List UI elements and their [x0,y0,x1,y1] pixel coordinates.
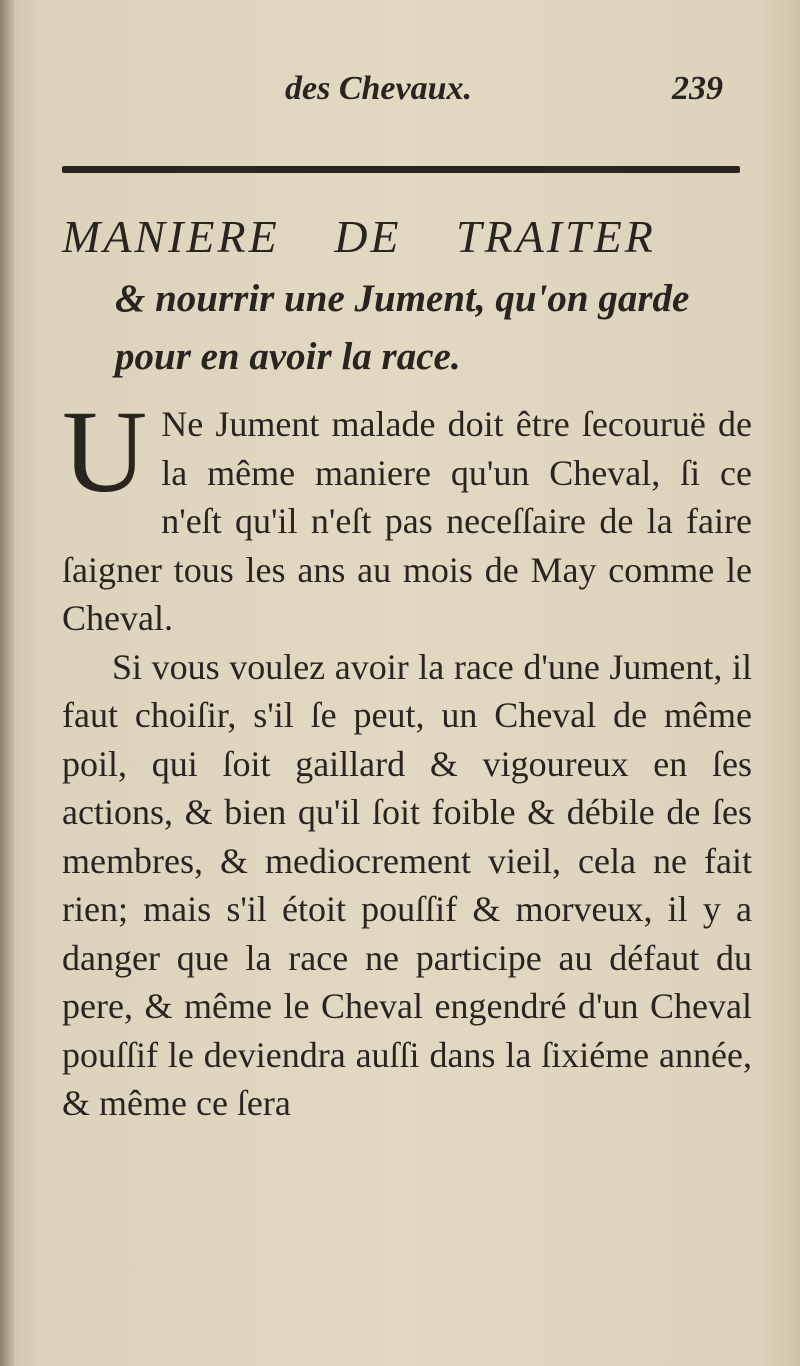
page-gutter [0,0,14,1366]
body-text [62,386,752,1128]
paragraph-1-text: Ne Jument malade doit être ſecouruë de la même maniere qu'un Cheval, ſi ce n'eſt qu'il n'eſt pas neceſſaire de la faire ſaigner tous les ans au mois de May comme le Cheval. [62,404,752,638]
running-head [0,62,800,122]
chapter-subtitle: & nourrir une Jument, qu'on garde pour en avoir la race. [115,277,690,378]
header-rule [62,166,740,173]
paragraph-2: Si vous voulez avoir la race d'une Jument, il faut choiſir, s'il ſe peut, un Cheval de même poil, qui ſoit gaillard & vigoureux en ſes actions, & bien qu'il ſoit foible & débile de ſes membres, & mediocrement vieil, cela ne fait rien; mais s'il étoit pouſſif & morveux, il y a danger que la race ne participe au défaut du pere, & même le Cheval engendré d'un Cheval pouſſif le deviendra auſſi dans la ſixiéme année, & même ce ſera [62,646,752,1123]
paragraph-1 [62,386,752,643]
drop-cap: U [62,386,148,517]
chapter-title: MANIERE DE TRAITER [62,211,656,262]
running-head-title: des Chevaux. [285,70,472,107]
page-number: 239 [672,70,723,107]
